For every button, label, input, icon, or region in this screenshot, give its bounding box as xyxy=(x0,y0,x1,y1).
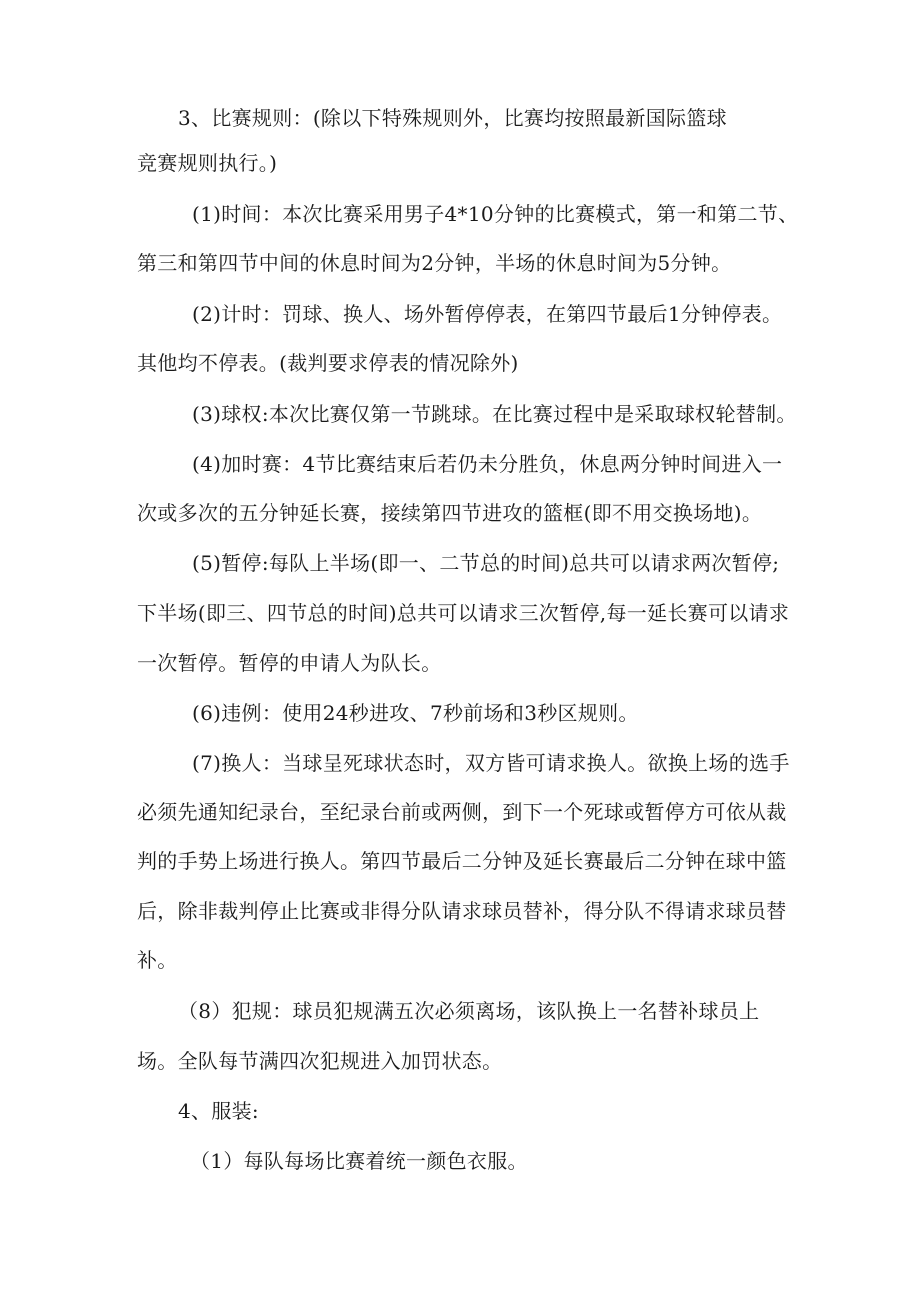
rule-5-line-2: 下半场(即三、四节总的时间)总共可以请求三次暂停,每一延长赛可以请求 xyxy=(137,601,790,625)
rule-7-line-5: 补。 xyxy=(137,948,178,972)
rule-5-line-3: 一次暂停。暂停的申请人为队长。 xyxy=(137,651,442,675)
rule-6-line-1: (6)违例：使用24秒进攻、7秒前场和3秒区规则。 xyxy=(192,701,639,725)
rule-1-line-1: (1)时间：本次比赛采用男子4*10分钟的比赛模式，第一和第二节、 xyxy=(192,202,799,226)
rule-7-line-2: 必须先通知纪录台，至纪录台前或两侧，到下一个死球或暂停方可依从裁 xyxy=(137,800,787,824)
rule-4-line-2: 次或多次的五分钟延长赛，接续第四节进攻的篮框(即不用交换场地)。 xyxy=(137,501,763,525)
rule-7-line-4: 后，除非裁判停止比赛或非得分队请求球员替补，得分队不得请求球员替 xyxy=(137,899,787,923)
section-3-heading-line-2: 竞赛规则执行。) xyxy=(137,151,278,175)
rule-8-line-2: 场。全队每节满四次犯规进入加罚状态。 xyxy=(137,1049,503,1073)
rule-7-line-3: 判的手势上场进行换人。第四节最后二分钟及延长赛最后二分钟在球中篮 xyxy=(137,849,787,873)
section-3-heading-line-1: 3、比赛规则：(除以下特殊规则外，比赛均按照最新国际篮球 xyxy=(178,106,727,130)
rule-8-line-1: （8）犯规：球员犯规满五次必须离场，该队换上一名替补球员上 xyxy=(178,999,760,1023)
rule-2-line-2: 其他均不停表。(裁判要求停表的情况除外) xyxy=(137,351,519,375)
rule-4-line-1: (4)加时赛：4节比赛结束后若仍未分胜负，休息两分钟时间进入一 xyxy=(192,452,783,476)
rule-3-line-1: (3)球权:本次比赛仅第一节跳球。在比赛过程中是采取球权轮替制。 xyxy=(192,402,797,426)
section-4-heading: 4、服装: xyxy=(178,1099,259,1123)
rule-7-line-1: (7)换人：当球呈死球状态时，双方皆可请求换人。欲换上场的选手 xyxy=(192,751,790,775)
rule-1-line-2: 第三和第四节中间的休息时间为2分钟，半场的休息时间为5分钟。 xyxy=(137,251,732,275)
rule-5-line-1: (5)暂停:每队上半场(即一、二节总的时间)总共可以请求两次暂停; xyxy=(192,551,780,575)
rule-2-line-1: (2)计时：罚球、换人、场外暂停停表，在第四节最后1分钟停表。 xyxy=(192,302,783,326)
section-4-item-1: （1）每队每场比赛着统一颜色衣服。 xyxy=(190,1149,528,1173)
